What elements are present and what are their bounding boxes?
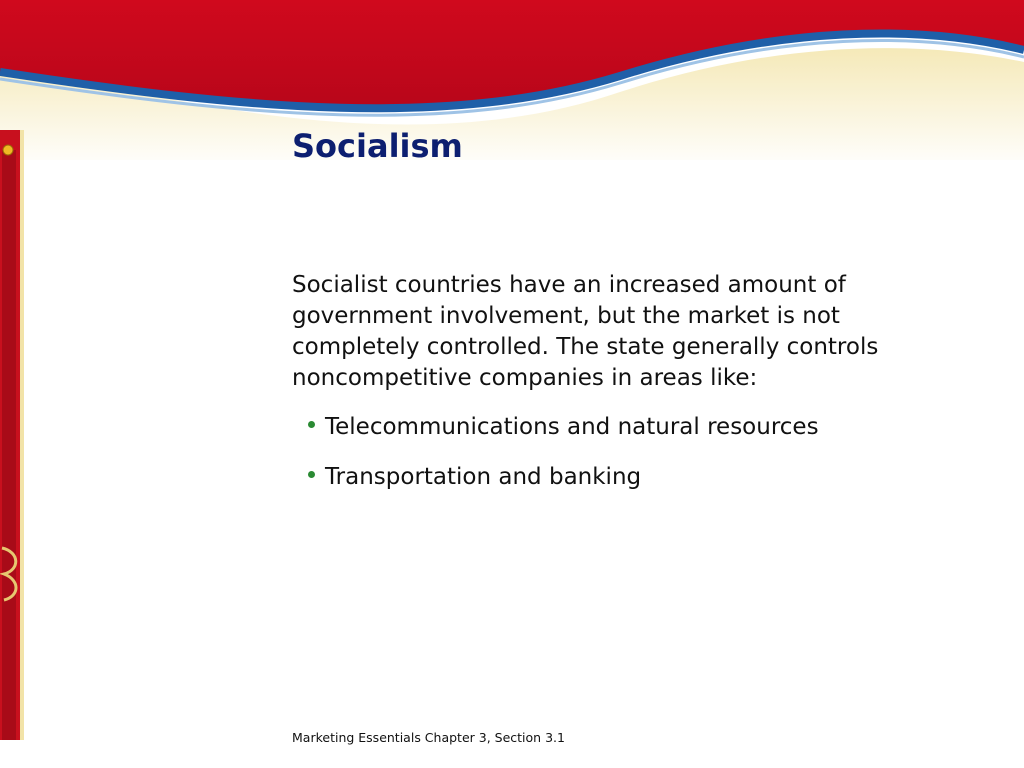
- bullet-text: Transportation and banking: [325, 464, 642, 490]
- bullet-icon: [308, 421, 315, 428]
- bullet-list: [308, 410, 819, 510]
- list-item: [308, 460, 819, 510]
- body-paragraph: Socialist countries have an increased amount of government involvement, but the market is not completely controlled. The state generally controls noncompetitive companies in areas like:: [292, 272, 879, 391]
- slide-title: Socialism: [292, 127, 463, 165]
- header-banner: [0, 0, 1024, 160]
- bullet-icon: [308, 471, 315, 478]
- left-decorative-frame: [0, 130, 30, 740]
- slide-footer: Marketing Essentials Chapter 3, Section 3.1: [292, 730, 565, 745]
- bullet-text: Telecommunications and natural resources: [325, 414, 819, 440]
- list-item: [308, 410, 819, 460]
